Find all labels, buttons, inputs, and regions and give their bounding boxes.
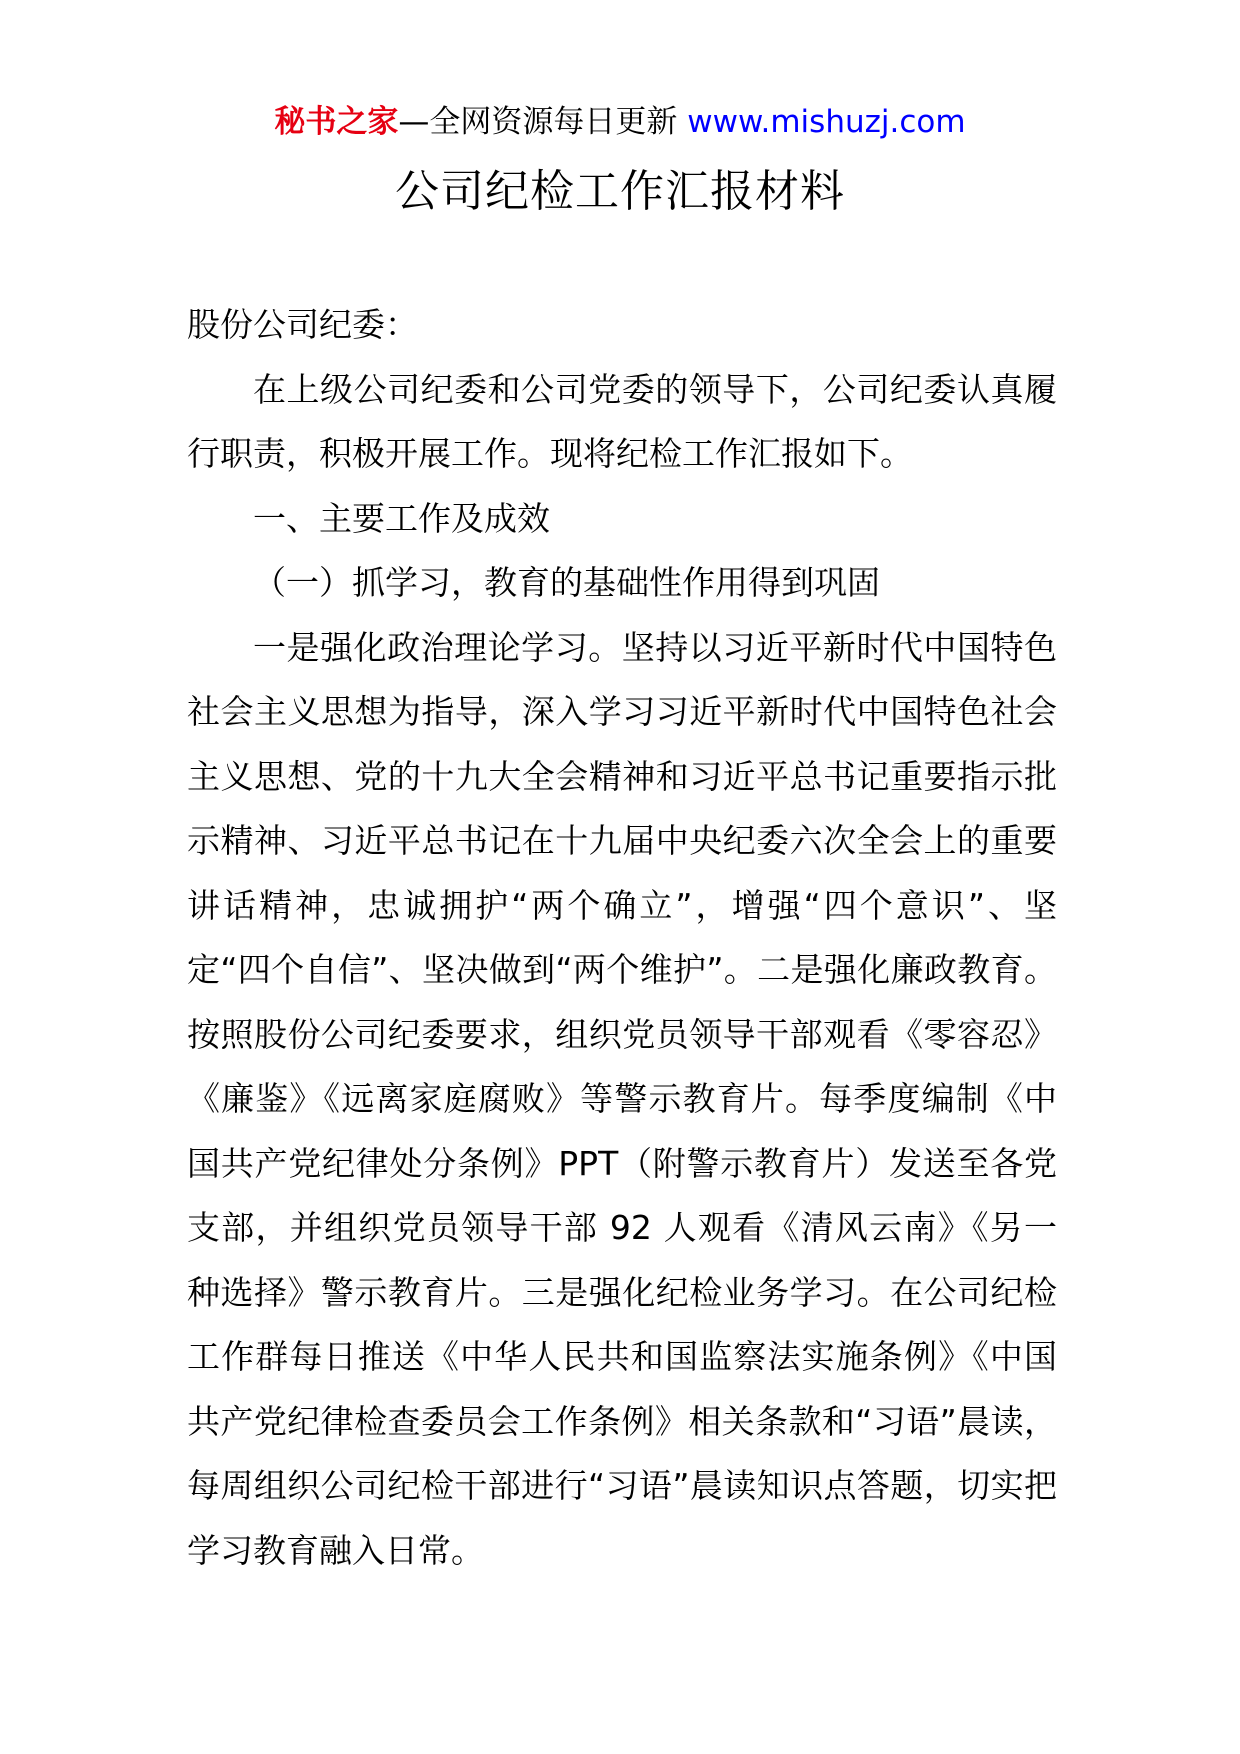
- section-heading: 一、主要工作及成效: [253, 498, 550, 538]
- brand-name: 秘书之家: [274, 104, 399, 140]
- document-body: [187, 293, 1057, 1583]
- salutation: 股份公司纪委：: [187, 305, 418, 344]
- site-header: [0, 98, 1240, 146]
- header-slogan: —全网资源每日更新: [398, 104, 688, 140]
- document-title: 公司纪检工作汇报材料: [395, 166, 845, 217]
- site-url-link[interactable]: www.mishuzj.com: [687, 104, 966, 140]
- body-paragraph: 一是强化政治理论学习。坚持以习近平新时代中国特色社会主义思想为指导，深入学习习近平新时代中国特色社会主义思想、党的十九大全会精神和习近平总书记重要指示批示精神、习近平总书记在十九届中央纪委六次全会上的重要讲话精神，忠诚拥护“两个确立”，增强“四个意识”、坚定“四个自信”、坚决做到“两个维护”。二是强化廉政教育。按照股份公司纪委要求，组织党员领导干部观看《零容忍》《廉鉴》《远离家庭腐败》等警示教育片。每季度编制《中国共产党纪律处分条例》PPT（附警示教育片）发送至各党支部，并组织党员领导干部 92 人观看《清风云南》《另一种选择》警示教育片。三是强化纪检业务学习。在公司纪检工作群每日推送《中华人民共和国监察法实施条例》《中国共产党纪律检查委员会工作条例》相关条款和“习语”晨读，每周组织公司纪检干部进行“习语”晨读知识点答题，切实把学习教育融入日常。: [187, 627, 1057, 1570]
- intro-paragraph: 在上级公司纪委和公司党委的领导下，公司纪委认真履行职责，积极开展工作。现将纪检工作汇报如下。: [187, 369, 1057, 473]
- subsection-heading: （一）抓学习，教育的基础性作用得到巩固: [253, 563, 880, 602]
